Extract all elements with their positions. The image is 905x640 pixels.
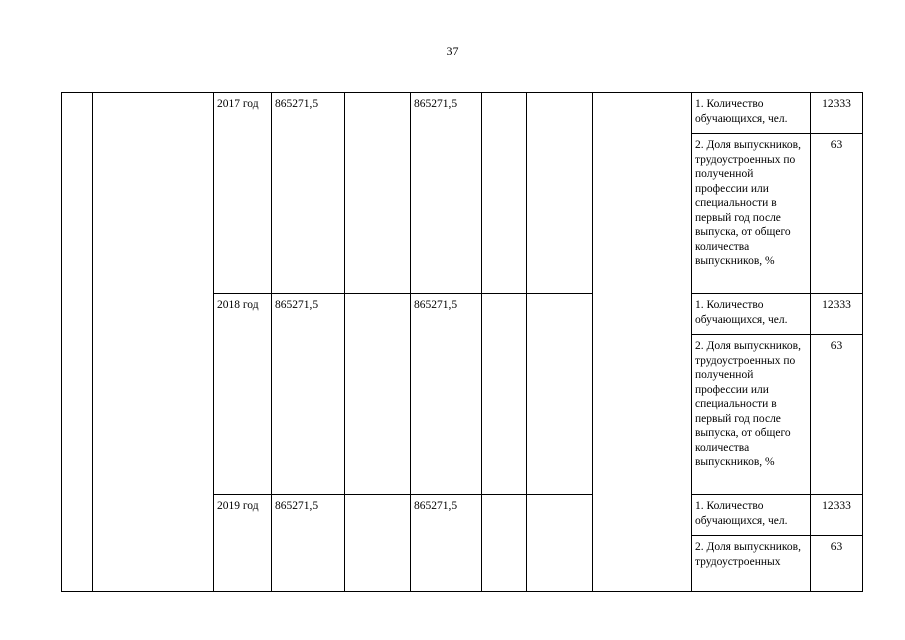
indicator-value: 12333 — [811, 495, 863, 536]
funding-cell — [345, 93, 411, 294]
executor-cell — [593, 93, 692, 592]
program-table — [61, 92, 863, 592]
total-funding-cell: 865271,5 — [272, 93, 345, 294]
indicator-name: 1. Количество обучающихся, чел. — [692, 495, 811, 536]
funding-cell — [345, 495, 411, 592]
funding-cell — [527, 93, 593, 294]
indicator-value: 63 — [811, 536, 863, 592]
indicator-name: 1. Количество обучающихся, чел. — [692, 294, 811, 335]
indicator-name: 2. Доля выпускников, трудоустроенных по полученной профессии или специальности в первый год после выпуска, от общего количества выпускников, % — [692, 134, 811, 294]
funding-cell — [482, 495, 527, 592]
year-cell: 2018 год — [214, 294, 272, 495]
indicator-name: 1. Количество обучающихся, чел. — [692, 93, 811, 134]
row-number-cell — [62, 93, 93, 592]
indicator-value: 12333 — [811, 93, 863, 134]
total-funding-cell: 865271,5 — [272, 495, 345, 592]
funding-cell: 865271,5 — [411, 495, 482, 592]
page-number: 37 — [446, 44, 459, 58]
funding-cell: 865271,5 — [411, 93, 482, 294]
table-row — [62, 93, 863, 134]
funding-cell — [527, 495, 593, 592]
funding-cell — [527, 294, 593, 495]
indicator-value: 63 — [811, 335, 863, 495]
funding-cell — [482, 93, 527, 294]
indicator-name: 2. Доля выпускников, трудоустроенных по полученной профессии или специальности в первый год после выпуска, от общего количества выпускников, % — [692, 335, 811, 495]
funding-cell — [482, 294, 527, 495]
indicator-name: 2. Доля выпускников, трудоустроенных — [692, 536, 811, 592]
indicator-value: 12333 — [811, 294, 863, 335]
event-name-cell — [93, 93, 214, 592]
funding-cell — [345, 294, 411, 495]
total-funding-cell: 865271,5 — [272, 294, 345, 495]
year-cell: 2017 год — [214, 93, 272, 294]
year-cell: 2019 год — [214, 495, 272, 592]
funding-cell: 865271,5 — [411, 294, 482, 495]
indicator-value: 63 — [811, 134, 863, 294]
